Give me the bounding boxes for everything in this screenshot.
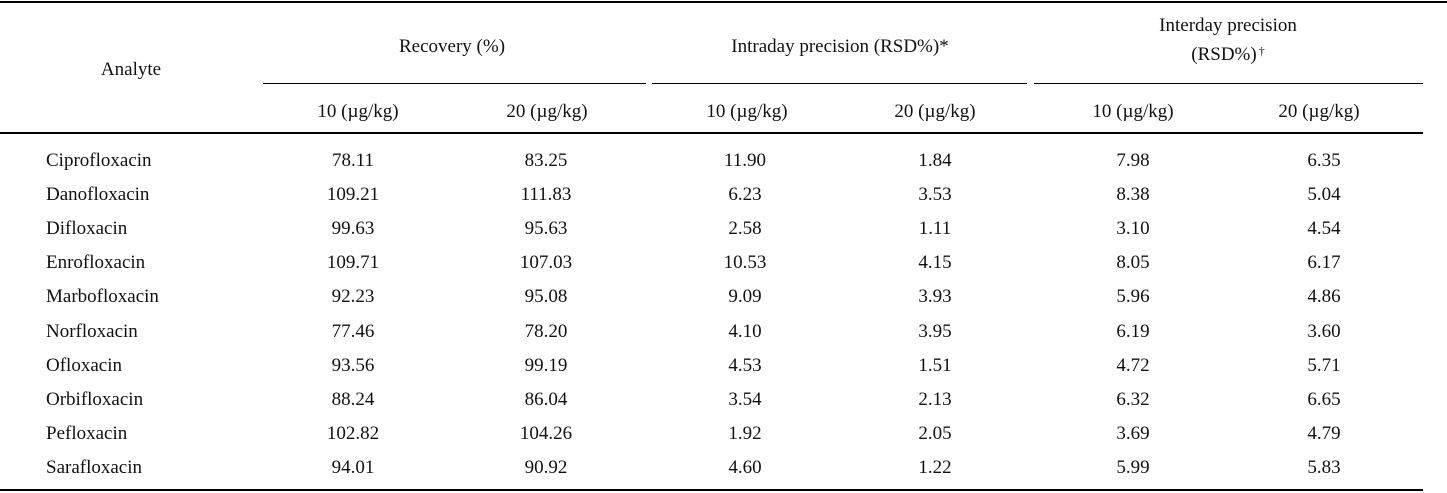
value-cell: 1.22 [918,457,952,478]
value-cell: 3.54 [728,389,762,410]
value-cell: 4.79 [1307,423,1341,444]
value-cell: 4.86 [1307,286,1341,307]
value-cell: 1.51 [918,355,952,376]
analyte-name: Pefloxacin [46,423,128,444]
value-cell: 77.46 [331,321,375,342]
header-interday-rsd: (RSD%) [1191,44,1257,65]
value-cell: 94.01 [331,457,375,478]
value-cell: 92.23 [331,286,375,307]
value-cell: 5.96 [1116,286,1150,307]
header-interday-line2 [1191,44,1264,66]
value-cell: 3.69 [1116,423,1150,444]
top-rule [0,1,1447,3]
analyte-name: Ciprofloxacin [46,150,152,171]
value-cell: 3.10 [1116,218,1150,239]
value-cell: 93.56 [331,355,375,376]
value-cell: 102.82 [326,423,380,444]
analyte-name: Sarafloxacin [46,457,143,478]
value-cell: 3.60 [1307,321,1341,342]
header-recovery: Recovery (%) [398,36,506,57]
header-interday-line1: Interday precision [1159,15,1297,36]
value-cell: 4.53 [728,355,762,376]
value-cell: 2.13 [918,389,952,410]
value-cell: 99.63 [331,218,375,239]
value-cell: 2.58 [728,218,762,239]
value-cell: 6.19 [1116,321,1150,342]
value-cell: 8.05 [1116,252,1150,273]
value-cell: 111.83 [520,184,572,205]
subheader-interday-10: 10 (µg/kg) [1092,101,1174,122]
value-cell: 5.99 [1116,457,1150,478]
value-cell: 90.92 [524,457,568,478]
value-cell: 3.95 [918,321,952,342]
value-cell: 107.03 [519,252,573,273]
value-cell: 95.08 [524,286,568,307]
value-cell: 4.60 [728,457,762,478]
value-cell: 3.93 [918,286,952,307]
subheader-recovery-10: 10 (µg/kg) [317,101,399,122]
value-cell: 5.04 [1307,184,1341,205]
value-cell: 6.17 [1307,252,1341,273]
value-cell: 2.05 [918,423,952,444]
value-cell: 6.35 [1307,150,1341,171]
value-cell: 99.19 [524,355,568,376]
analyte-name: Difloxacin [46,218,128,239]
value-cell: 1.92 [728,423,762,444]
value-cell: 109.71 [326,252,380,273]
header-bottom-rule [0,132,1423,134]
value-cell: 4.72 [1116,355,1150,376]
intraday-group-rule [652,83,1027,84]
value-cell: 83.25 [524,150,568,171]
value-cell: 104.26 [519,423,573,444]
value-cell: 86.04 [524,389,568,410]
value-cell: 8.38 [1116,184,1150,205]
header-intraday: Intraday precision (RSD%)* [731,36,949,57]
analyte-name: Ofloxacin [46,355,122,376]
value-cell: 4.54 [1307,218,1341,239]
analyte-name: Orbifloxacin [46,389,144,410]
subheader-intraday-20: 20 (µg/kg) [894,101,976,122]
value-cell: 10.53 [723,252,767,273]
analyte-name: Enrofloxacin [46,252,146,273]
value-cell: 11.90 [723,150,767,171]
value-cell: 5.71 [1307,355,1341,376]
footnote-dagger-mark: † [1258,44,1265,58]
value-cell: 78.20 [524,321,568,342]
value-cell: 5.83 [1307,457,1341,478]
subheader-interday-20: 20 (µg/kg) [1278,101,1360,122]
analyte-name: Marbofloxacin [46,286,159,307]
value-cell: 4.10 [728,321,762,342]
interday-group-rule [1034,83,1423,84]
analyte-name: Danofloxacin [46,184,150,205]
value-cell: 7.98 [1116,150,1150,171]
bottom-rule [0,489,1423,491]
recovery-group-rule [263,83,646,84]
value-cell: 1.11 [918,218,952,239]
value-cell: 3.53 [918,184,952,205]
value-cell: 1.84 [918,150,952,171]
subheader-intraday-10: 10 (µg/kg) [706,101,788,122]
value-cell: 6.23 [728,184,762,205]
value-cell: 88.24 [331,389,375,410]
value-cell: 95.63 [524,218,568,239]
value-cell: 109.21 [326,184,380,205]
value-cell: 6.65 [1307,389,1341,410]
header-analyte: Analyte [100,59,162,80]
subheader-recovery-20: 20 (µg/kg) [506,101,588,122]
analyte-name: Norfloxacin [46,321,138,342]
value-cell: 6.32 [1116,389,1150,410]
value-cell: 4.15 [918,252,952,273]
value-cell: 78.11 [331,150,375,171]
value-cell: 9.09 [728,286,762,307]
